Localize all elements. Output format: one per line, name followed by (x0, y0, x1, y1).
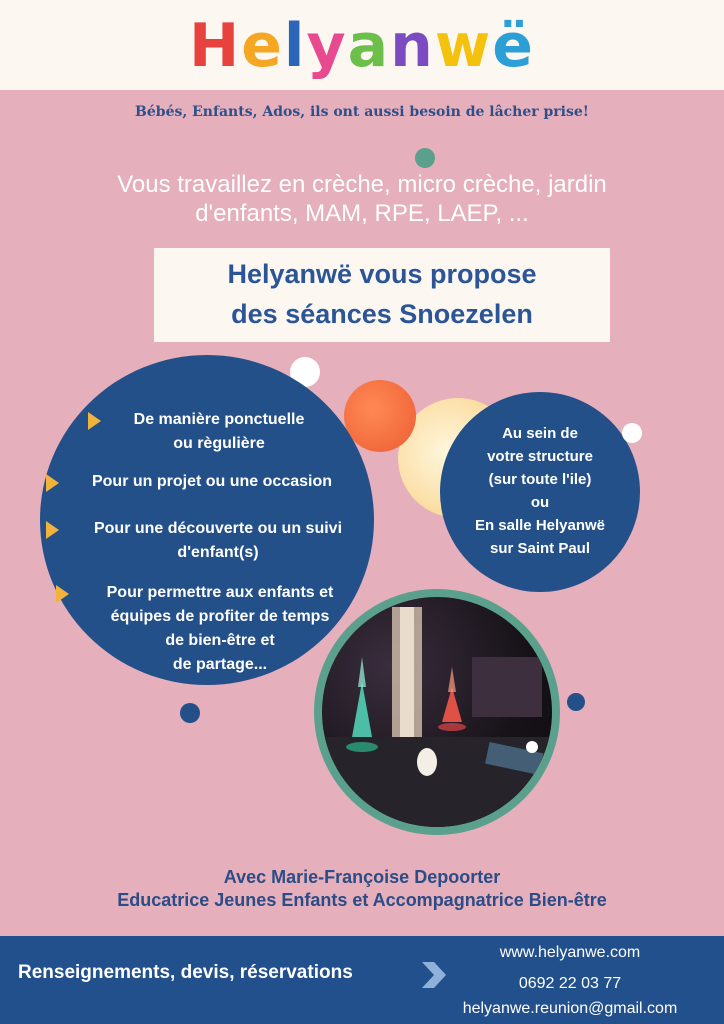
logo-letter: e (241, 11, 284, 81)
presenter-title: Educatrice Jeunes Enfants et Accompagnatrice Bien-être (117, 890, 607, 910)
bullet-item (104, 408, 334, 456)
propose-line: Helyanwë vous propose (227, 259, 537, 289)
bullet-line: de bien-être et (165, 632, 275, 649)
email-link[interactable]: helyanwe.reunion@gmail.com (462, 1000, 678, 1017)
logo-letter: w (434, 11, 493, 81)
bullet-item (62, 517, 374, 565)
logo-letter: l (283, 11, 307, 81)
contact-cta: Renseignements, devis, réservations (18, 962, 353, 983)
bullet-line: de partage... (172, 656, 268, 673)
propose-heading (154, 254, 610, 334)
triangle-bullet-icon (88, 412, 101, 430)
bullet-line: Pour une découverte ou un suivi (93, 520, 343, 537)
bullet-line: Pour un projet ou une occasion (91, 473, 332, 490)
location-text (454, 422, 626, 560)
location-line: (sur toute l'ile) (488, 471, 592, 488)
triangle-bullet-icon (56, 585, 69, 603)
snoezelen-room-photo (322, 597, 552, 827)
website-link[interactable]: www.helyanwe.com (499, 944, 641, 961)
tagline: Bébés, Enfants, Ados, ils ont aussi besoin de lâcher prise! (135, 104, 589, 120)
bullet-line: ou règulière (173, 435, 265, 452)
triangle-bullet-icon (46, 474, 59, 492)
logo-letter: y (306, 11, 348, 81)
bullet-item (62, 470, 362, 494)
decor-bubble-orange (344, 380, 416, 452)
snoezelen-room-illustration (322, 597, 552, 827)
brand-logo (0, 6, 724, 86)
logo-letter: ë (492, 11, 535, 81)
location-line: votre structure (487, 448, 593, 465)
decor-dot-navy (180, 703, 200, 723)
decor-dot-green (415, 148, 435, 168)
logo-letter: a (347, 11, 391, 81)
intro-line: Vous travaillez en crèche, micro crèche, jardin (117, 171, 607, 198)
location-line: sur Saint Paul (489, 540, 591, 557)
location-line: En salle Helyanwë (474, 517, 606, 534)
bullet-line: d'enfant(s) (177, 544, 259, 561)
location-line: ou (530, 494, 550, 511)
bullet-line: équipes de profiter de temps (110, 608, 330, 625)
intro-text (40, 170, 684, 228)
location-line: Au sein de (502, 425, 578, 442)
decor-dot-navy (567, 693, 585, 711)
propose-line: des séances Snoezelen (231, 299, 533, 329)
presenter-name: Avec Marie-Françoise Depoorter (223, 867, 501, 887)
phone-number[interactable]: 0692 22 03 77 (518, 975, 622, 992)
intro-line: d'enfants, MAM, RPE, LAEP, ... (195, 200, 529, 227)
triangle-bullet-icon (46, 521, 59, 539)
bullet-line: De manière ponctuelle (133, 411, 305, 428)
presenter-info (0, 866, 724, 912)
logo-letter: n (390, 11, 435, 81)
logo-letter: H (189, 11, 242, 81)
bullet-line: Pour permettre aux enfants et (106, 584, 334, 601)
